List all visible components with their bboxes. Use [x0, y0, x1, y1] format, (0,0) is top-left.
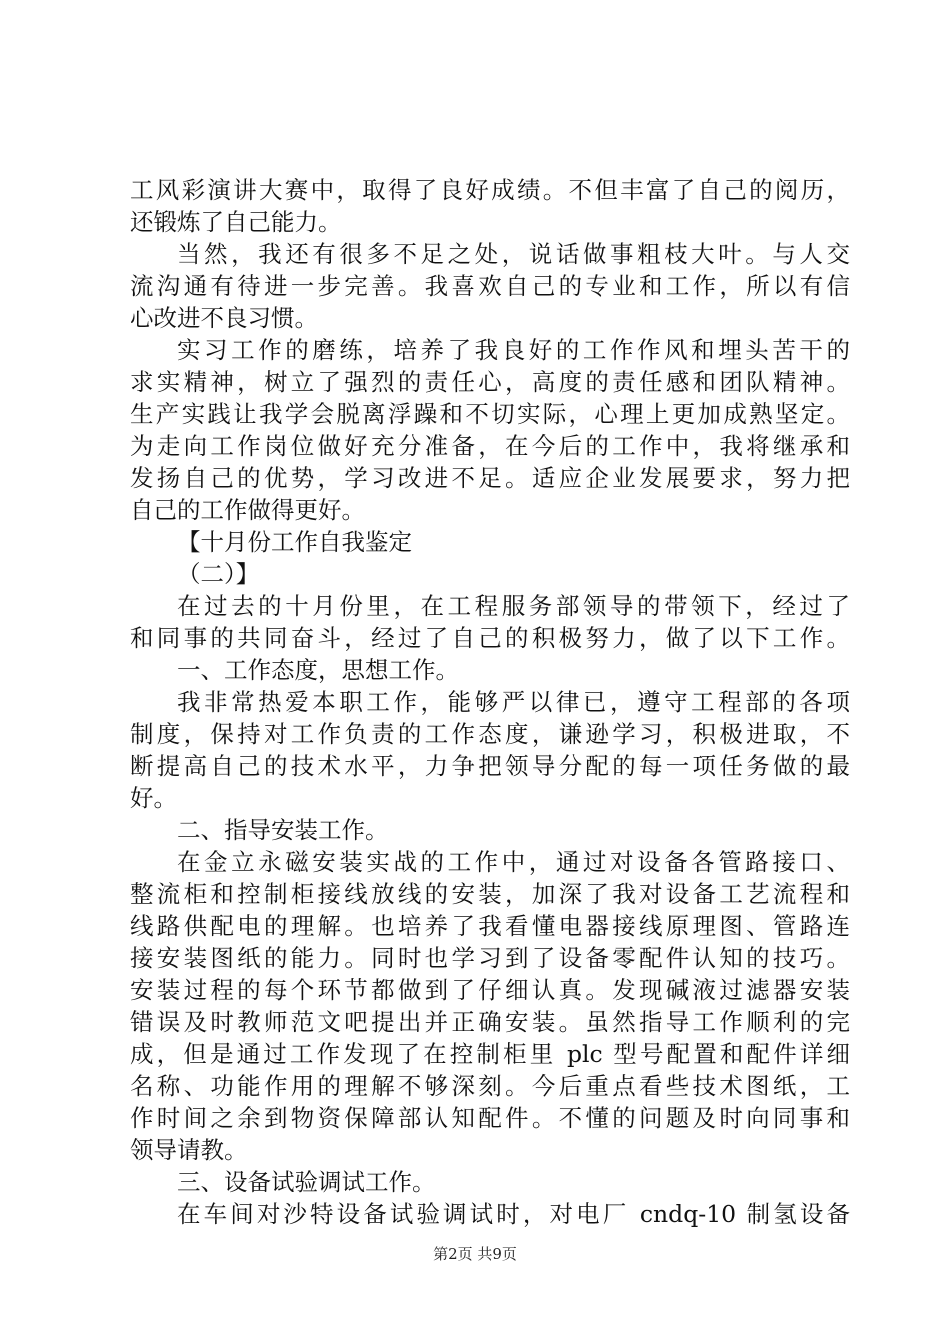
- text-line: 为走向工作岗位做好充分准备，在今后的工作中，我将继承和: [130, 432, 850, 460]
- text-line: 还锻炼了自己能力。: [130, 208, 342, 236]
- text-line: 生产实践让我学会脱离浮躁和不切实际，心理上更加成熟坚定。: [130, 400, 850, 428]
- text-line: 安装过程的每个环节都做到了仔细认真。发现碱液过滤器安装: [130, 976, 850, 1004]
- section-heading: 一、工作态度，思想工作。: [177, 656, 459, 684]
- text-line: 求实精神，树立了强烈的责任心，高度的责任感和团队精神。: [130, 368, 850, 396]
- text-line: 在车间对沙特设备试验调试时，对电厂 cndq-10 制氢设备: [177, 1200, 850, 1228]
- text-line: 名称、功能作用的理解不够深刻。今后重点看些技术图纸，工: [130, 1072, 850, 1100]
- page-number: 第2页 共9页: [433, 1245, 517, 1263]
- section-heading: （二）】: [177, 560, 260, 588]
- text-line: 成，但是通过工作发现了在控制柜里 plc 型号配置和配件详细: [130, 1040, 850, 1068]
- text-line: 作时间之余到物资保障部认知配件。不懂的问题及时向同事和: [130, 1104, 850, 1132]
- text-line: 接安装图纸的能力。同时也学习到了设备零配件认知的技巧。: [130, 944, 850, 972]
- text-line: 当然，我还有很多不足之处，说话做事粗枝大叶。与人交: [177, 240, 850, 268]
- text-line: 错误及时教师范文吧提出并正确安装。虽然指导工作顺利的完: [130, 1008, 850, 1036]
- text-line: 整流柜和控制柜接线放线的安装，加深了我对设备工艺流程和: [130, 880, 850, 908]
- text-line: 断提高自己的技术水平，力争把领导分配的每一项任务做的最: [130, 752, 850, 780]
- text-line: 流沟通有待进一步完善。我喜欢自己的专业和工作，所以有信: [130, 272, 850, 300]
- document-body: [130, 174, 850, 1230]
- text-line: 工风彩演讲大赛中，取得了良好成绩。不但丰富了自己的阅历，: [130, 176, 850, 204]
- text-line: 实习工作的磨练，培养了我良好的工作作风和埋头苦干的: [177, 336, 850, 364]
- text-line: 心改进不良习惯。: [130, 304, 318, 332]
- text-line: 在金立永磁安装实战的工作中，通过对设备各管路接口、: [177, 848, 850, 876]
- section-heading: 二、指导安装工作。: [177, 816, 389, 844]
- text-line: 领导请教。: [130, 1136, 248, 1164]
- text-line: 制度，保持对工作负责的工作态度，谦逊学习，积极进取，不: [130, 720, 850, 748]
- text-line: 在过去的十月份里，在工程服务部领导的带领下，经过了: [177, 592, 850, 620]
- text-line: 好。: [130, 784, 177, 812]
- section-heading: 三、设备试验调试工作。: [177, 1168, 436, 1196]
- text-line: 线路供配电的理解。也培养了我看懂电器接线原理图、管路连: [130, 912, 850, 940]
- text-line: 自己的工作做得更好。: [130, 496, 365, 524]
- section-heading: 【十月份工作自我鉴定: [177, 528, 412, 556]
- text-line: 我非常热爱本职工作，能够严以律已，遵守工程部的各项: [177, 688, 850, 716]
- text-line: 和同事的共同奋斗，经过了自己的积极努力，做了以下工作。: [130, 624, 850, 652]
- text-line: 发扬自己的优势，学习改进不足。适应企业发展要求，努力把: [130, 464, 850, 492]
